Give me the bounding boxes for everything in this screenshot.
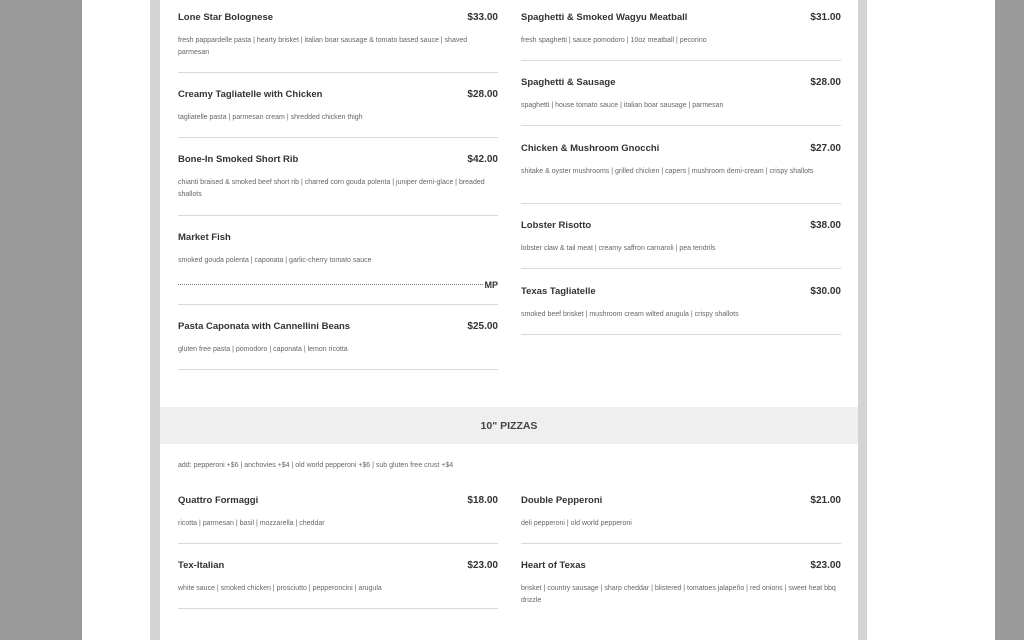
item-name: Lone Star Bolognese <box>178 12 274 23</box>
menu-item <box>521 495 841 544</box>
menu-item <box>178 321 498 370</box>
item-description: spaghetti | house tomato sauce | italian boar sausage | parmesan <box>521 102 724 109</box>
item-name: Spaghetti & Sausage <box>521 77 616 88</box>
item-name: Bone-In Smoked Short Rib <box>178 154 299 165</box>
item-description: fresh spaghetti | sauce pomodoro | 10oz meatball | pecorino <box>521 37 707 44</box>
price-leader <box>178 280 498 290</box>
item-price: $18.00 <box>467 495 498 506</box>
menu-item <box>521 12 841 61</box>
item-name: Quattro Formaggi <box>178 495 259 506</box>
item-price: $23.00 <box>467 560 498 571</box>
item-name: Heart of Texas <box>521 560 586 571</box>
item-description: deli pepperoni | old world pepperoni <box>521 520 632 527</box>
item-price: $31.00 <box>810 12 841 23</box>
dotted-leader <box>178 284 483 285</box>
item-description: lobster claw & tail meat | creamy saffron carnaroli | pea tendrils <box>521 245 716 252</box>
item-description: ricotta | parmesan | basil | mozzarella | cheddar <box>178 520 325 527</box>
item-name: Texas Tagliatelle <box>521 286 596 297</box>
menu-item <box>521 286 841 335</box>
pizza-addons-note: add: pepperoni +$6 | anchovies +$4 | old world pepperoni +$6 | sub gluten free crust +$4 <box>178 462 454 469</box>
menu-item <box>178 560 498 609</box>
item-price: $28.00 <box>467 89 498 100</box>
menu-item <box>178 232 498 305</box>
item-description: chianti braised & smoked beef short rib | charred corn gouda polenta | juniper demi-glace | breaded shallots <box>178 179 485 198</box>
menu-item <box>521 560 841 608</box>
menu-item <box>521 77 841 126</box>
item-price: $38.00 <box>810 220 841 231</box>
item-price: $28.00 <box>810 77 841 88</box>
item-description: smoked beef brisket | mushroom cream wilted arugula | crispy shallots <box>521 311 739 318</box>
item-description: gluten free pasta | pomodoro | caponata | lemon ricotta <box>178 346 348 353</box>
item-price: $23.00 <box>810 560 841 571</box>
item-price: $21.00 <box>810 495 841 506</box>
item-price: $42.00 <box>467 154 498 165</box>
item-name: Double Pepperoni <box>521 495 603 506</box>
item-description: smoked gouda polenta | caponata | garlic-cherry tomato sauce <box>178 257 372 264</box>
item-description: tagliatelle pasta | parmesan cream | shredded chicken thigh <box>178 114 363 121</box>
section-title: 10" PIZZAS <box>480 419 538 432</box>
item-price: $30.00 <box>810 286 841 297</box>
item-name: Chicken & Mushroom Gnocchi <box>521 143 660 154</box>
item-name: Market Fish <box>178 232 231 243</box>
item-description: shitake & oyster mushrooms | grilled chicken | capers | mushroom demi-cream | crispy shallots <box>521 168 814 175</box>
section-header-pizzas <box>160 407 858 444</box>
item-price: $33.00 <box>467 12 498 23</box>
menu-item <box>521 143 841 204</box>
menu-item <box>178 89 498 138</box>
menu-item <box>178 495 498 544</box>
menu-item <box>178 12 498 73</box>
item-name: Spaghetti & Smoked Wagyu Meatball <box>521 12 688 23</box>
item-price: $27.00 <box>810 143 841 154</box>
item-name: Creamy Tagliatelle with Chicken <box>178 89 323 100</box>
market-price: MP <box>484 280 498 290</box>
item-price: $25.00 <box>467 321 498 332</box>
item-description: fresh pappardelle pasta | hearty brisket | italian boar sausage & tomato based sauce | shaved parmesan <box>178 37 468 56</box>
item-description: brisket | country sausage | sharp cheddar | blistered | tomatoes jalapeño | red onions | sweet heat bbq drizzle <box>521 585 836 604</box>
item-description: white sauce | smoked chicken | prosciutto | pepperoncini | arugula <box>178 585 382 592</box>
menu-item <box>521 220 841 269</box>
menu-item <box>178 154 498 216</box>
item-name: Pasta Caponata with Cannellini Beans <box>178 321 351 332</box>
item-name: Tex-Italian <box>178 560 225 571</box>
item-name: Lobster Risotto <box>521 220 592 231</box>
